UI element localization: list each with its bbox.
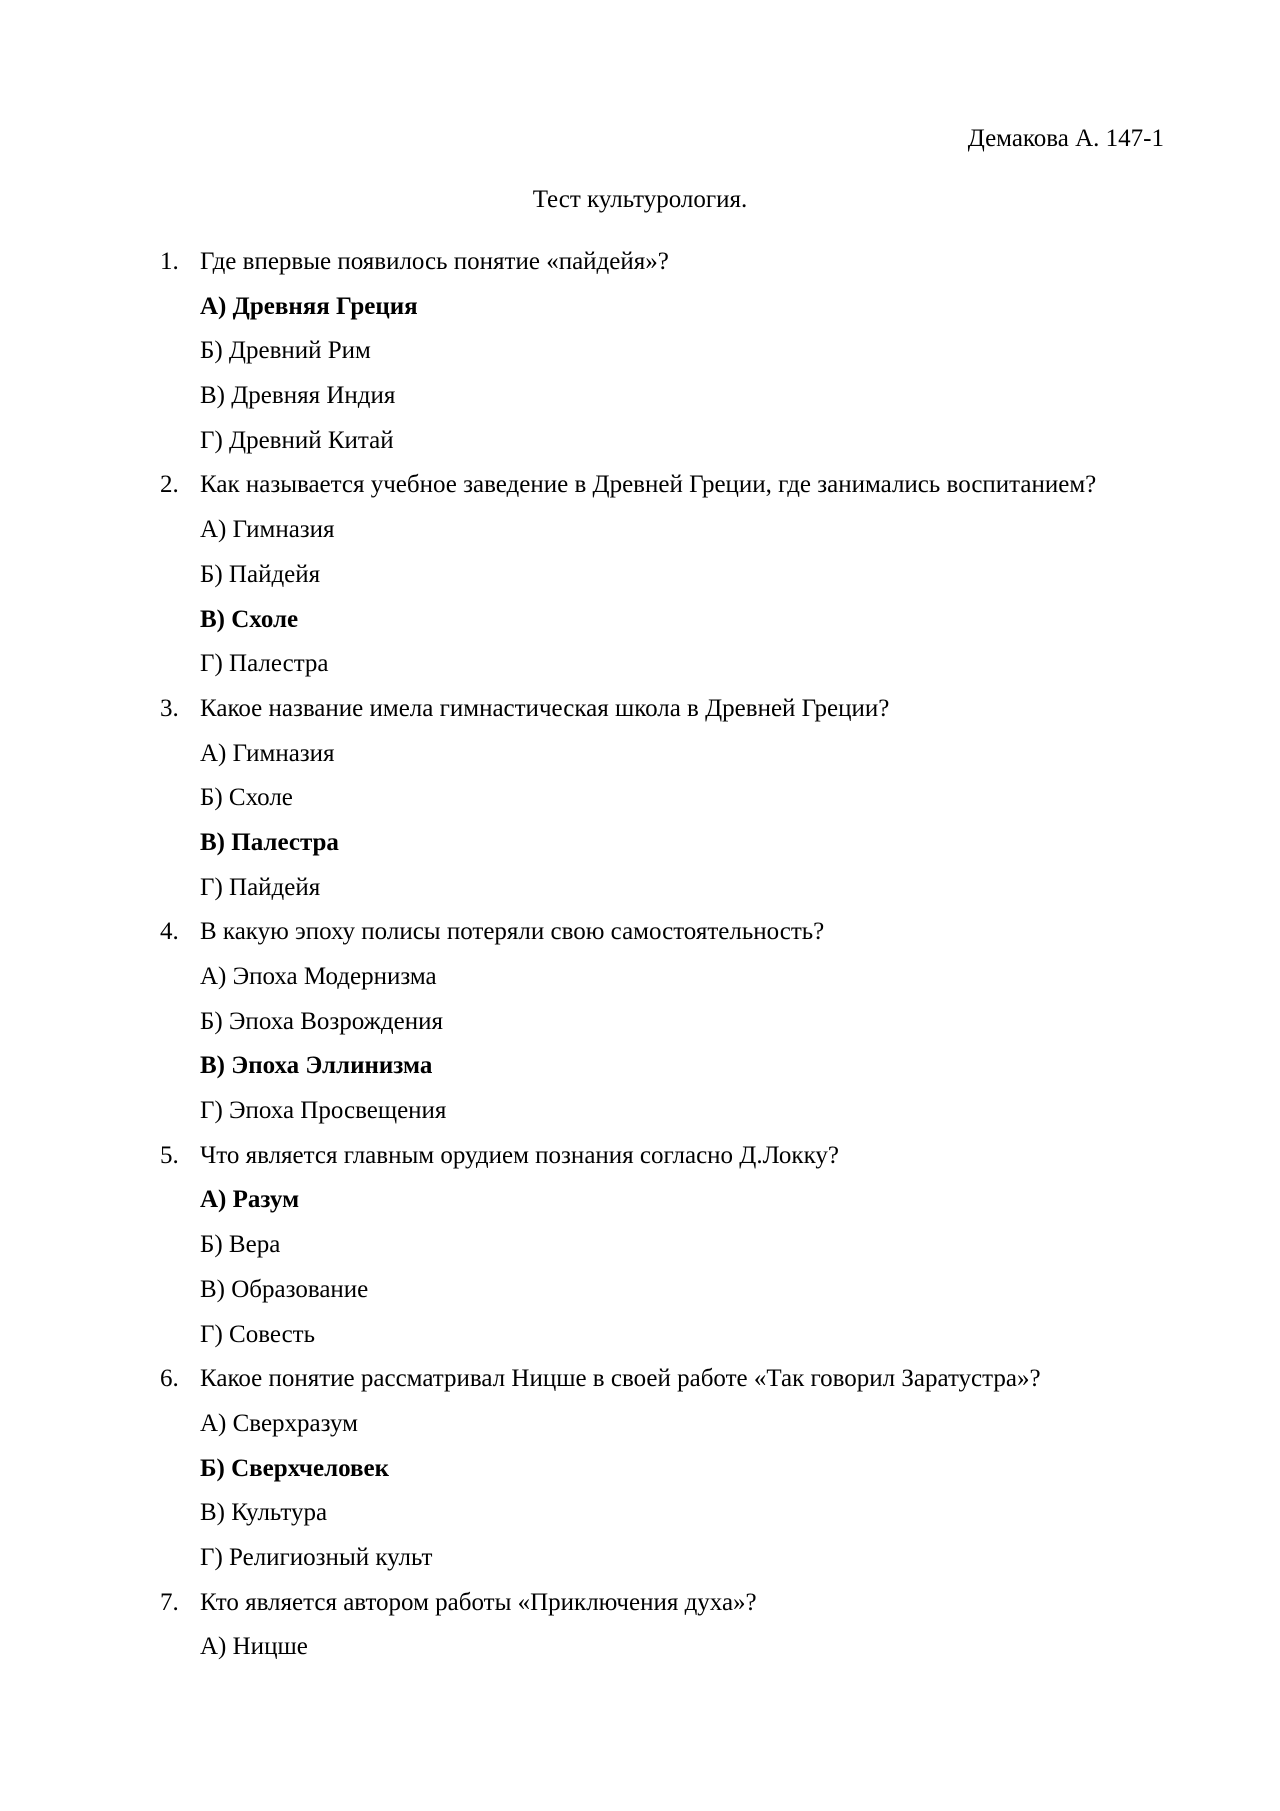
question-7 — [0, 1588, 1280, 1677]
answer-text: Б) Пайдейя — [200, 560, 321, 588]
question-text: Какое понятие рассматривал Ницше в своей работе «Так говорил Заратустра»? — [200, 1365, 1041, 1393]
answer-text: Г) Религиозный культ — [200, 1543, 433, 1571]
answer-option — [0, 560, 1280, 605]
correct-answer-text: Б) Сверхчеловек — [200, 1454, 390, 1482]
question-line — [0, 917, 1280, 962]
question-line — [0, 694, 1280, 739]
question-number: 4. — [160, 918, 179, 946]
answer-text: Г) Пайдейя — [200, 873, 321, 901]
answer-option — [0, 1230, 1280, 1275]
answer-text: А) Ницше — [200, 1633, 308, 1661]
answer-text: Б) Эпоха Возрождения — [200, 1007, 443, 1035]
correct-answer-text: А) Древняя Греция — [200, 292, 418, 320]
answer-option — [0, 1096, 1280, 1141]
answer-option — [0, 515, 1280, 560]
question-text: В какую эпоху полисы потеряли свою самостоятельность? — [200, 918, 825, 946]
document-title: Тест культурология. — [532, 186, 748, 213]
question-4 — [0, 917, 1280, 1140]
answer-option — [0, 828, 1280, 873]
answer-text: В) Образование — [200, 1275, 369, 1303]
answer-text: Б) Вера — [200, 1231, 281, 1259]
answer-option — [0, 873, 1280, 918]
question-3 — [0, 694, 1280, 917]
answer-option — [0, 1051, 1280, 1096]
answer-option — [0, 605, 1280, 650]
answer-option — [0, 336, 1280, 381]
correct-answer-text: В) Эпоха Эллинизма — [200, 1052, 433, 1080]
question-2 — [0, 470, 1280, 693]
question-line — [0, 1588, 1280, 1633]
question-text: Кто является автором работы «Приключения духа»? — [200, 1588, 757, 1616]
question-line — [0, 1141, 1280, 1186]
question-text: Где впервые появилось понятие «пайдейя»? — [200, 248, 669, 275]
question-line — [0, 1364, 1280, 1409]
answer-option — [0, 381, 1280, 426]
answer-option — [0, 1498, 1280, 1543]
answer-option — [0, 1275, 1280, 1320]
answer-option — [0, 1409, 1280, 1454]
answer-text: В) Культура — [200, 1499, 328, 1527]
question-number: 6. — [160, 1365, 179, 1393]
answer-text: Б) Древний Рим — [200, 337, 371, 365]
question-number: 2. — [160, 471, 179, 499]
correct-answer-text: А) Разум — [200, 1186, 300, 1214]
answer-option — [0, 1320, 1280, 1365]
correct-answer-text: В) Схоле — [200, 605, 299, 633]
answer-text: Г) Эпоха Просвещения — [200, 1097, 447, 1125]
author-line: Демакова А. 147-1 — [967, 125, 1164, 152]
answer-text: Г) Древний Китай — [200, 426, 394, 454]
answer-text: А) Эпоха Модернизма — [200, 963, 437, 990]
answer-option — [0, 1454, 1280, 1499]
question-1 — [0, 247, 1280, 470]
question-number: 1. — [160, 248, 179, 275]
answer-option — [0, 1185, 1280, 1230]
answer-text: А) Гимназия — [200, 739, 335, 767]
question-line — [0, 470, 1280, 515]
answer-option — [0, 649, 1280, 694]
correct-answer-text: В) Палестра — [200, 828, 339, 856]
question-number: 7. — [160, 1588, 179, 1616]
question-line — [0, 247, 1280, 292]
question-text: Какое название имела гимнастическая школа в Древней Греции? — [200, 694, 890, 722]
question-5 — [0, 1141, 1280, 1364]
answer-option — [0, 783, 1280, 828]
question-number: 5. — [160, 1141, 179, 1169]
question-text: Что является главным орудием познания согласно Д.Локку? — [200, 1141, 839, 1169]
answer-text: Г) Совесть — [200, 1320, 316, 1348]
answer-option — [0, 962, 1280, 1007]
answer-option — [0, 1632, 1280, 1677]
answer-text: Г) Палестра — [200, 650, 329, 678]
answer-text: В) Древняя Индия — [200, 382, 396, 410]
answer-option — [0, 739, 1280, 784]
answer-option — [0, 426, 1280, 471]
question-list — [0, 247, 1280, 1677]
question-text: Как называется учебное заведение в Древней Греции, где занимались воспитанием? — [200, 471, 1097, 499]
answer-option — [0, 1543, 1280, 1588]
answer-text: Б) Схоле — [200, 784, 293, 812]
answer-text: А) Гимназия — [200, 516, 335, 544]
answer-option — [0, 1007, 1280, 1052]
question-number: 3. — [160, 694, 179, 722]
answer-option — [0, 292, 1280, 337]
answer-text: А) Сверхразум — [200, 1409, 358, 1437]
question-6 — [0, 1364, 1280, 1587]
